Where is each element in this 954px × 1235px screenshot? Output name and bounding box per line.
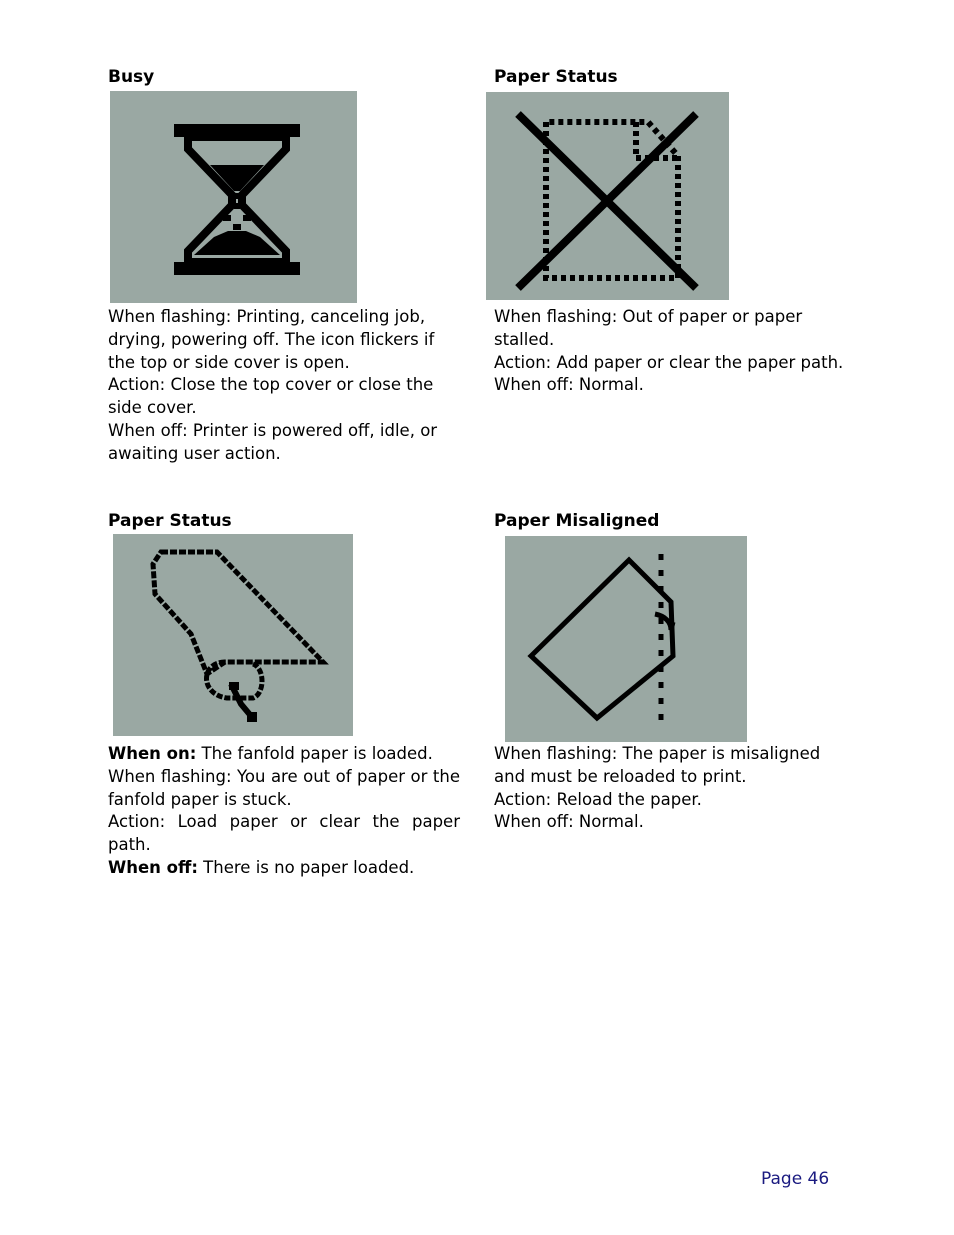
section-heading: Busy xyxy=(108,67,155,87)
lcd-panel xyxy=(110,91,357,303)
section-description xyxy=(494,743,846,834)
description-line xyxy=(108,857,460,880)
lcd-panel xyxy=(486,92,729,300)
description-text: There is no paper loaded. xyxy=(197,857,415,877)
description-line xyxy=(108,766,460,812)
description-line: When flashing: The paper is misaligned and must be reloaded to print. xyxy=(494,744,821,786)
description-line: Action: Close the top cover or close the side cover. xyxy=(108,375,434,418)
section-heading: Paper Misaligned xyxy=(494,511,660,531)
description-label: When on: xyxy=(108,744,197,763)
lcd-panel xyxy=(113,534,353,736)
description-line xyxy=(108,743,460,766)
description-line: When off: Printer is powered off, idle, or awaiting user action. xyxy=(108,420,438,463)
description-line: Action: Add paper or clear the paper path. xyxy=(494,352,844,372)
description-line: When flashing: Printing, canceling job, drying, powering off. The icon flickers if the top or side cover is open. xyxy=(108,307,435,372)
page-number: Page 46 xyxy=(761,1169,830,1189)
description-label: When off: xyxy=(108,857,198,877)
section-description xyxy=(494,306,846,397)
section-heading: Paper Status xyxy=(108,511,232,531)
hourglass-icon xyxy=(110,91,357,303)
description-text: When flashing: You are out of paper or the fanfold paper is stuck. xyxy=(108,766,460,809)
description-line xyxy=(108,811,460,857)
fanfold-paper-icon xyxy=(113,534,353,736)
description-text: Action: Load paper or clear the paper path. xyxy=(108,812,460,855)
lcd-panel xyxy=(505,536,747,742)
description-line: When off: Normal. xyxy=(494,375,644,395)
section-description xyxy=(108,306,460,466)
section-heading: Paper Status xyxy=(494,67,618,87)
description-text: The fanfold paper is loaded. xyxy=(196,744,433,763)
section-description xyxy=(108,743,460,880)
paper-misaligned-icon xyxy=(505,536,747,742)
description-line: When off: Normal. xyxy=(494,812,644,832)
paper-out-icon xyxy=(486,92,729,300)
description-line: Action: Reload the paper. xyxy=(494,789,702,809)
description-line: When flashing: Out of paper or paper stalled. xyxy=(494,307,803,349)
